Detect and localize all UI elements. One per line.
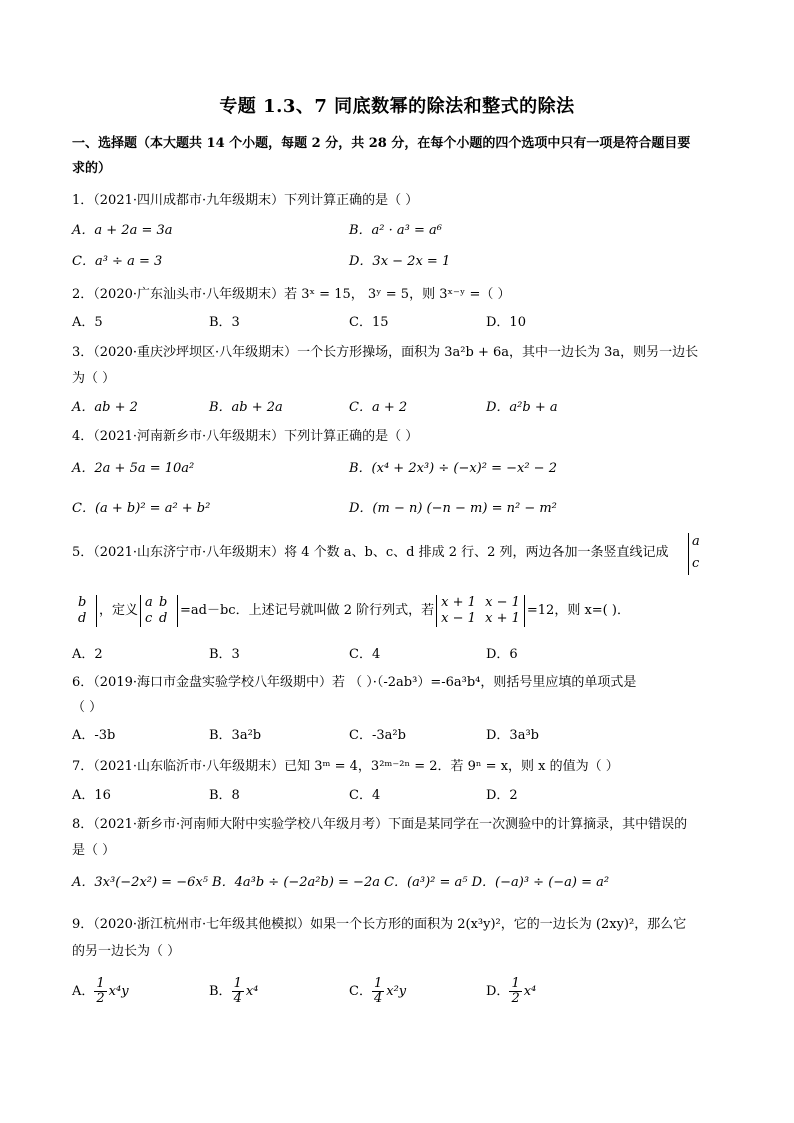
q9-b-tail: x⁴: [245, 984, 259, 999]
q2-stem: 2．（2020·广东汕头市·八年级期末）若 3ˣ = 15， 3ʸ = 5，则 3ˣ⁻ʸ =（ ）: [72, 287, 511, 302]
q4-stem: 4．（2021·河南新乡市·八年级期末）下列计算正确的是（ ）: [72, 429, 419, 444]
q5-matrix-2: [140, 595, 178, 627]
q5-m3-r2c1: x − 1: [441, 610, 476, 626]
q9-option-d: [486, 975, 536, 1009]
q5-m3-r2c2: x + 1: [485, 610, 520, 626]
q9-a-label: A．: [72, 984, 95, 999]
q3-option-c: C．a + 2: [349, 400, 408, 415]
q5-m1-b: b: [78, 594, 87, 610]
q9-c-tail: x²y: [386, 984, 407, 999]
q6-option-d: D．3a³b: [486, 728, 539, 743]
q3-option-d: D．a²b + a: [486, 400, 558, 415]
q5-m2-c: c: [145, 610, 153, 626]
q9-option-c: [349, 975, 406, 1009]
q9-d-den: 2: [511, 991, 520, 1006]
q1-option-c: C．a³ ÷ a = 3: [72, 254, 163, 269]
q9-a-tail: x⁴y: [108, 984, 129, 999]
q4-option-a: A．2a + 5a = 10a²: [72, 461, 195, 476]
q5-ask: =12，则 x=( )．: [526, 603, 630, 618]
q9-d-tail: x⁴: [523, 984, 537, 999]
q5-m1-d: d: [78, 610, 87, 626]
q9-d-num: 1: [511, 976, 520, 991]
q8-stem-cont: 是（ ）: [72, 843, 116, 858]
q5-option-a: A．2: [72, 647, 103, 662]
q5-define: ，定义: [99, 603, 139, 618]
q5-stem-cont: [72, 591, 630, 631]
q1-option-d: D．3x − 2x = 1: [349, 254, 451, 269]
q5-option-d: D．6: [486, 647, 518, 662]
q9-c-den: 4: [373, 991, 383, 1006]
section-heading-cont: 求的）: [72, 161, 112, 176]
q5-det-bar: [688, 533, 689, 575]
q9-b-den: 4: [233, 991, 242, 1006]
page-title: 专题 1.3、7 同底数幂的除法和整式的除法: [219, 96, 575, 117]
q4-option-c: C．(a + b)² = a² + b²: [72, 501, 211, 516]
q8-stem: 8．（2021·新乡市·河南师大附中实验学校八年级月考）下面是某同学在一次测验中的计算摘录，其中错误的: [72, 817, 688, 832]
q4-option-b: B．(x⁴ + 2x³) ÷ (−x)² = −x² − 2: [349, 461, 557, 476]
q9-stem: 9．（2020·浙江杭州市·七年级其他模拟）如果一个长方形的面积为 2(x³y)²，它的一边长为 (2xy)²，那么它: [72, 917, 687, 932]
q9-b-num: 1: [233, 976, 242, 991]
q5-det-bottom: c: [692, 556, 700, 571]
q5-matrix-3: [436, 595, 525, 627]
q7-option-a: A．16: [72, 788, 111, 803]
q5-option-b: B．3: [209, 647, 240, 662]
q5-m3-r1c1: x + 1: [441, 594, 476, 610]
q1-option-a: A．a + 2a = 3a: [72, 223, 173, 238]
q6-option-a: A．-3b: [72, 728, 116, 743]
q5-explain: =ad－bc．上述记号就叫做 2 阶行列式，若: [180, 603, 435, 618]
q5-m3-r1c2: x − 1: [485, 594, 520, 610]
q3-option-b: B．ab + 2a: [209, 400, 283, 415]
q2-option-b: B．3: [209, 315, 240, 330]
q8-options: A．3x³(−2x²) = −6x⁵ B．4a³b ÷ (−2a²b) = −2a C．(a³)² = a⁵ D．(−a)³ ÷ (−a) = a²: [72, 875, 610, 890]
q3-option-a: A．ab + 2: [72, 400, 138, 415]
q5-m2-d: d: [159, 610, 168, 626]
q2-option-a: A．5: [72, 315, 103, 330]
q9-option-a: [72, 975, 129, 1009]
q5-stem: 5．（2021·山东济宁市·八年级期末）将 4 个数 a、b、c、d 排成 2 行、2 列，两边各加一条竖直线记成: [72, 545, 669, 560]
q3-stem-cont: 为（ ）: [72, 371, 116, 386]
section-heading: 一、选择题（本大题共 14 个小题，每题 2 分，共 28 分，在每个小题的四个选项中只有一项是符合题目要: [72, 136, 691, 151]
q1-option-b: B．a² · a³ = a⁶: [349, 223, 442, 238]
q9-stem-cont: 的另一边长为（ ）: [72, 944, 181, 959]
q2-option-d: D．10: [486, 315, 526, 330]
q7-stem: 7．（2021·山东临沂市·八年级期末）已知 3ᵐ = 4，3²ᵐ⁻²ⁿ = 2．若 9ⁿ = x，则 x 的值为（ ）: [72, 759, 619, 774]
q9-a-den: 2: [96, 991, 105, 1006]
q5-option-c: C．4: [349, 647, 381, 662]
q1-stem: 1．（2021·四川成都市·九年级期末）下列计算正确的是（ ）: [72, 193, 419, 208]
q9-c-label: C．: [349, 984, 372, 999]
q9-b-label: B．: [209, 984, 232, 999]
q2-option-c: C．15: [349, 315, 389, 330]
q9-option-b: [209, 975, 258, 1009]
q9-a-num: 1: [96, 976, 105, 991]
q3-stem: 3．（2020·重庆沙坪坝区·八年级期末）一个长方形操场，面积为 3a²b + 6a，其中一边长为 3a，则另一边长: [72, 345, 699, 360]
q6-option-b: B．3a²b: [209, 728, 262, 743]
q5-m2-b: b: [159, 594, 168, 610]
q6-option-c: C．-3a²b: [349, 728, 406, 743]
q6-stem: 6．（2019·海口市金盘实验学校八年级期中）若 （ ）·（-2ab³）=-6a³b⁴，则括号里应填的单项式是: [72, 675, 637, 690]
q6-stem-cont: （ ）: [72, 700, 103, 715]
q5-m2-a: a: [145, 594, 153, 610]
q9-d-label: D．: [486, 984, 510, 999]
q5-det-top: a: [692, 534, 700, 549]
q7-option-b: B．8: [209, 788, 240, 803]
q7-option-d: D．2: [486, 788, 518, 803]
q4-option-d: D．(m − n) (−n − m) = n² − m²: [349, 501, 557, 516]
q7-option-c: C．4: [349, 788, 381, 803]
q5-matrix-1: [74, 595, 97, 627]
q9-c-num: 1: [373, 976, 383, 991]
